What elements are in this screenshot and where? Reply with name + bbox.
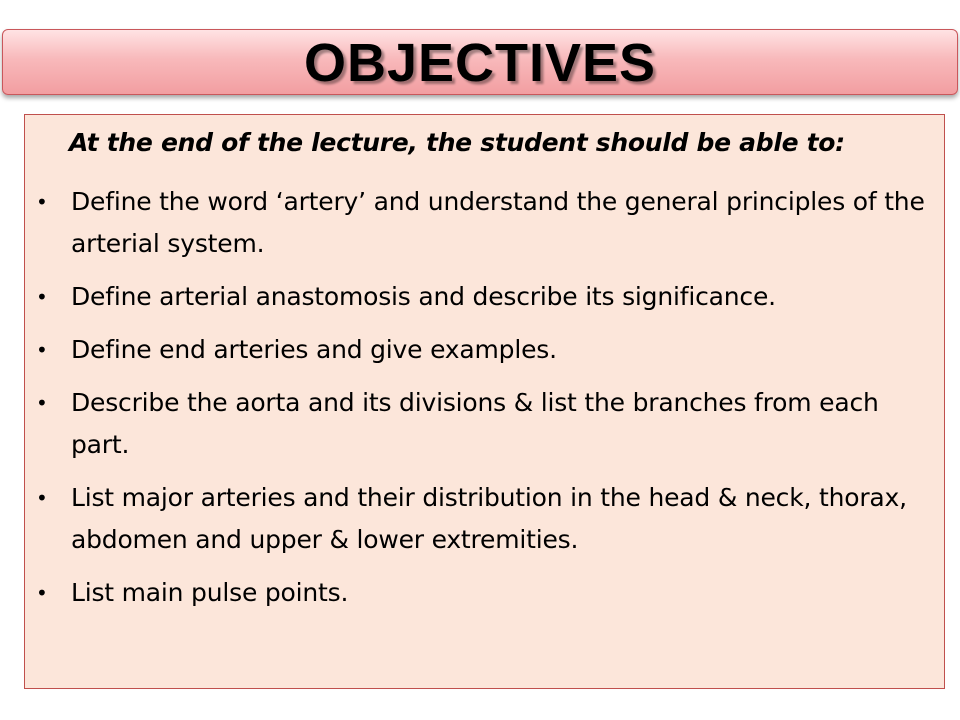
list-item [25,572,925,614]
objectives-list [25,181,925,625]
objective-text: Describe the aorta and its divisions & list the branches from each part. [71,388,879,459]
list-item [25,181,925,265]
list-item [25,276,925,318]
objective-text: List major arteries and their distribution in the head & neck, thorax, abdomen and upper & lower extremities. [71,483,907,554]
intro-text: At the end of the lecture, the student should be able to: [69,128,845,157]
objective-text: List main pulse points. [71,578,349,607]
list-item [25,382,925,466]
objective-text: Define arterial anastomosis and describe its significance. [71,282,776,311]
bullet-icon: • [36,338,48,362]
bullet-icon: • [36,285,48,309]
objective-text: Define end arteries and give examples. [71,335,557,364]
bullet-icon: • [36,486,48,510]
bullet-icon: • [36,190,48,214]
list-item [25,477,925,561]
list-item [25,329,925,371]
objectives-panel [24,114,945,689]
bullet-icon: • [36,391,48,415]
bullet-icon: • [36,581,48,605]
objective-text: Define the word ‘artery’ and understand the general principles of the arterial system. [71,187,925,258]
slide-title: OBJECTIVES [303,33,657,93]
title-banner [2,29,958,95]
